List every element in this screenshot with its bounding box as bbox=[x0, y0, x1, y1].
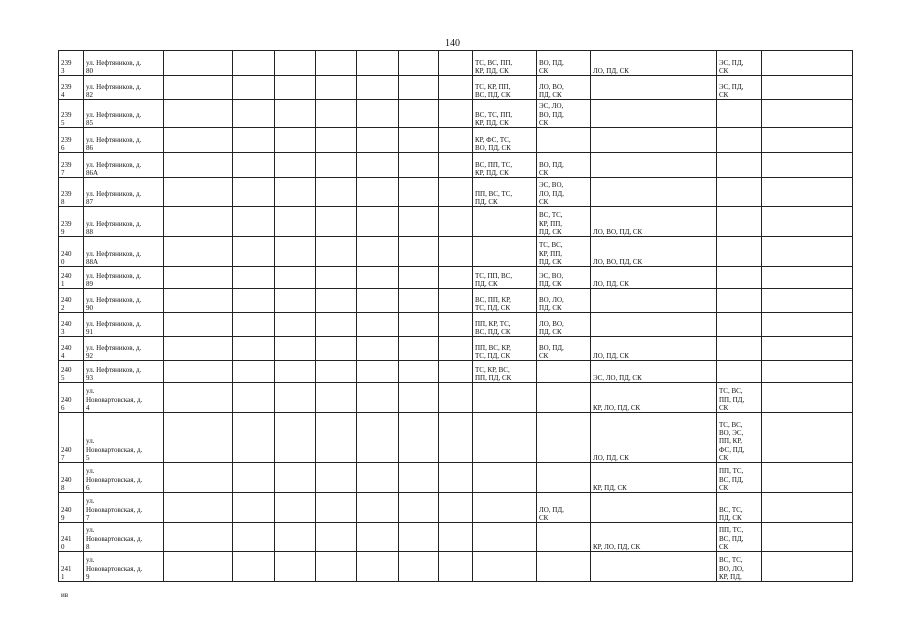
empty-cell bbox=[164, 51, 233, 76]
empty-cell bbox=[357, 128, 399, 153]
empty-cell bbox=[316, 361, 357, 383]
empty-cell bbox=[233, 463, 275, 493]
codes-cell-c bbox=[591, 289, 717, 313]
empty-cell bbox=[275, 76, 316, 100]
codes-cell-c bbox=[591, 128, 717, 153]
empty-cell bbox=[233, 51, 275, 76]
codes-cell-d bbox=[717, 361, 762, 383]
codes-cell-b: ВС, ТС, КР, ПП, ПД, СК bbox=[537, 207, 591, 237]
empty-cell bbox=[316, 523, 357, 552]
empty-cell bbox=[439, 237, 473, 267]
codes-cell-a: ТС, ПП, ВС, ПД, СК bbox=[473, 267, 537, 289]
empty-cell bbox=[275, 207, 316, 237]
row-number-cell: 239 9 bbox=[59, 207, 84, 237]
empty-cell bbox=[233, 128, 275, 153]
codes-cell-b: ВО, ЛО, ПД, СК bbox=[537, 289, 591, 313]
row-number-cell: 240 8 bbox=[59, 463, 84, 493]
empty-cell bbox=[762, 523, 853, 552]
empty-cell bbox=[762, 413, 853, 463]
codes-cell-c bbox=[591, 493, 717, 523]
codes-cell-d bbox=[717, 178, 762, 207]
empty-cell bbox=[357, 178, 399, 207]
empty-cell bbox=[762, 493, 853, 523]
empty-cell bbox=[164, 76, 233, 100]
empty-cell bbox=[399, 237, 439, 267]
row-number-cell: 239 4 bbox=[59, 76, 84, 100]
address-cell: ул. Нефтяников, д. 87 bbox=[84, 178, 164, 207]
empty-cell bbox=[164, 207, 233, 237]
empty-cell bbox=[233, 493, 275, 523]
codes-cell-c: ЛО, ПД, СК bbox=[591, 51, 717, 76]
row-number-cell: 239 6 bbox=[59, 128, 84, 153]
codes-cell-b: ЛО, ВО, ПД, СК bbox=[537, 76, 591, 100]
codes-cell-d bbox=[717, 207, 762, 237]
row-number-cell: 239 5 bbox=[59, 100, 84, 128]
address-cell: ул. Нефтяников, д. 86А bbox=[84, 153, 164, 178]
row-number-cell: 240 7 bbox=[59, 413, 84, 463]
codes-cell-b: ВО, ПД, СК bbox=[537, 153, 591, 178]
codes-cell-a: ТС, КР, ВС, ПП, ПД, СК bbox=[473, 361, 537, 383]
empty-cell bbox=[357, 552, 399, 582]
empty-cell bbox=[357, 523, 399, 552]
empty-cell bbox=[357, 493, 399, 523]
empty-cell bbox=[399, 76, 439, 100]
empty-cell bbox=[164, 153, 233, 178]
codes-cell-a: ПП, КР, ТС, ВС, ПД, СК bbox=[473, 313, 537, 337]
empty-cell bbox=[233, 237, 275, 267]
footer-text: ив bbox=[61, 591, 69, 599]
empty-cell bbox=[762, 383, 853, 413]
table-row bbox=[59, 361, 853, 383]
empty-cell bbox=[439, 361, 473, 383]
empty-cell bbox=[275, 313, 316, 337]
empty-cell bbox=[762, 289, 853, 313]
address-cell: ул. Нововартовская, д. 7 bbox=[84, 493, 164, 523]
empty-cell bbox=[275, 237, 316, 267]
empty-cell bbox=[357, 383, 399, 413]
empty-cell bbox=[357, 413, 399, 463]
codes-cell-d: ТС, ВС, ПП, ПД, СК bbox=[717, 383, 762, 413]
empty-cell bbox=[275, 383, 316, 413]
empty-cell bbox=[164, 463, 233, 493]
codes-cell-c: КР, ЛО, ПД, СК bbox=[591, 523, 717, 552]
address-cell: ул. Нефтяников, д. 80 bbox=[84, 51, 164, 76]
codes-cell-b bbox=[537, 361, 591, 383]
empty-cell bbox=[275, 178, 316, 207]
empty-cell bbox=[439, 413, 473, 463]
empty-cell bbox=[275, 493, 316, 523]
codes-cell-d bbox=[717, 153, 762, 178]
empty-cell bbox=[762, 207, 853, 237]
address-cell: ул. Нововартовская, д. 9 bbox=[84, 552, 164, 582]
empty-cell bbox=[316, 552, 357, 582]
empty-cell bbox=[275, 337, 316, 361]
codes-cell-d: ЭС, ПД, СК bbox=[717, 51, 762, 76]
empty-cell bbox=[316, 178, 357, 207]
empty-cell bbox=[164, 337, 233, 361]
table-row bbox=[59, 76, 853, 100]
address-cell: ул. Нефтяников, д. 92 bbox=[84, 337, 164, 361]
empty-cell bbox=[439, 100, 473, 128]
empty-cell bbox=[316, 267, 357, 289]
empty-cell bbox=[316, 153, 357, 178]
empty-cell bbox=[399, 289, 439, 313]
table-row bbox=[59, 100, 853, 128]
codes-cell-d bbox=[717, 313, 762, 337]
empty-cell bbox=[762, 128, 853, 153]
empty-cell bbox=[399, 313, 439, 337]
empty-cell bbox=[316, 76, 357, 100]
table-row bbox=[59, 383, 853, 413]
row-number-cell: 240 6 bbox=[59, 383, 84, 413]
empty-cell bbox=[439, 523, 473, 552]
codes-cell-c bbox=[591, 313, 717, 337]
codes-cell-c bbox=[591, 100, 717, 128]
empty-cell bbox=[275, 153, 316, 178]
empty-cell bbox=[357, 76, 399, 100]
table-row bbox=[59, 493, 853, 523]
empty-cell bbox=[762, 51, 853, 76]
row-number-cell: 240 0 bbox=[59, 237, 84, 267]
empty-cell bbox=[233, 552, 275, 582]
empty-cell bbox=[233, 523, 275, 552]
codes-cell-b: ВО, ПД, СК bbox=[537, 51, 591, 76]
empty-cell bbox=[164, 313, 233, 337]
codes-cell-b: ЛО, ПД, СК bbox=[537, 493, 591, 523]
empty-cell bbox=[233, 207, 275, 237]
table-row bbox=[59, 128, 853, 153]
empty-cell bbox=[399, 361, 439, 383]
table-row bbox=[59, 178, 853, 207]
empty-cell bbox=[233, 153, 275, 178]
codes-cell-d: ЭС, ПД, СК bbox=[717, 76, 762, 100]
codes-cell-a bbox=[473, 523, 537, 552]
empty-cell bbox=[357, 100, 399, 128]
table-row bbox=[59, 237, 853, 267]
empty-cell bbox=[316, 289, 357, 313]
codes-cell-b: ТС, ВС, КР, ПП, ПД, СК bbox=[537, 237, 591, 267]
table-row bbox=[59, 313, 853, 337]
row-number-cell: 239 7 bbox=[59, 153, 84, 178]
empty-cell bbox=[399, 552, 439, 582]
row-number-cell: 240 3 bbox=[59, 313, 84, 337]
address-cell: ул. Нововартовская, д. 6 bbox=[84, 463, 164, 493]
empty-cell bbox=[399, 523, 439, 552]
table-row bbox=[59, 267, 853, 289]
codes-cell-c: КР, ЛО, ПД, СК bbox=[591, 383, 717, 413]
empty-cell bbox=[316, 493, 357, 523]
address-cell: ул. Нефтяников, д. 85 bbox=[84, 100, 164, 128]
empty-cell bbox=[316, 237, 357, 267]
empty-cell bbox=[316, 413, 357, 463]
address-cell: ул. Нефтяников, д. 93 bbox=[84, 361, 164, 383]
empty-cell bbox=[399, 153, 439, 178]
empty-cell bbox=[762, 153, 853, 178]
empty-cell bbox=[164, 552, 233, 582]
empty-cell bbox=[439, 128, 473, 153]
inspection-table bbox=[58, 50, 853, 582]
empty-cell bbox=[399, 178, 439, 207]
codes-cell-b: ЭС, ЛО, ВО, ПД, СК bbox=[537, 100, 591, 128]
table-row bbox=[59, 552, 853, 582]
table-row bbox=[59, 153, 853, 178]
empty-cell bbox=[762, 237, 853, 267]
address-cell: ул. Нововартовская, д. 5 bbox=[84, 413, 164, 463]
codes-cell-b: ЛО, ВО, ПД, СК bbox=[537, 313, 591, 337]
codes-cell-d bbox=[717, 337, 762, 361]
table-row bbox=[59, 51, 853, 76]
empty-cell bbox=[233, 267, 275, 289]
empty-cell bbox=[164, 289, 233, 313]
codes-cell-d bbox=[717, 100, 762, 128]
codes-cell-b bbox=[537, 383, 591, 413]
codes-cell-d bbox=[717, 267, 762, 289]
empty-cell bbox=[439, 463, 473, 493]
codes-cell-c bbox=[591, 552, 717, 582]
codes-cell-d bbox=[717, 289, 762, 313]
empty-cell bbox=[439, 207, 473, 237]
address-cell: ул. Нефтяников, д. 86 bbox=[84, 128, 164, 153]
empty-cell bbox=[164, 128, 233, 153]
codes-cell-d: ВС, ТС, ПД, СК bbox=[717, 493, 762, 523]
empty-cell bbox=[164, 361, 233, 383]
empty-cell bbox=[164, 178, 233, 207]
empty-cell bbox=[357, 237, 399, 267]
row-number-cell: 239 3 bbox=[59, 51, 84, 76]
empty-cell bbox=[275, 100, 316, 128]
codes-cell-c: ЛО, ПД, СК bbox=[591, 267, 717, 289]
empty-cell bbox=[316, 51, 357, 76]
codes-cell-d: ПП, ТС, ВС, ПД, СК bbox=[717, 463, 762, 493]
empty-cell bbox=[233, 313, 275, 337]
empty-cell bbox=[399, 267, 439, 289]
empty-cell bbox=[357, 313, 399, 337]
empty-cell bbox=[357, 267, 399, 289]
empty-cell bbox=[316, 383, 357, 413]
codes-cell-b bbox=[537, 128, 591, 153]
row-number-cell: 239 8 bbox=[59, 178, 84, 207]
address-cell: ул. Нефтяников, д. 89 bbox=[84, 267, 164, 289]
table-row bbox=[59, 289, 853, 313]
codes-cell-d bbox=[717, 128, 762, 153]
codes-cell-d bbox=[717, 237, 762, 267]
empty-cell bbox=[316, 207, 357, 237]
table-row bbox=[59, 337, 853, 361]
empty-cell bbox=[275, 463, 316, 493]
codes-cell-a bbox=[473, 463, 537, 493]
row-number-cell: 241 0 bbox=[59, 523, 84, 552]
codes-cell-b: ВО, ПД, СК bbox=[537, 337, 591, 361]
row-number-cell: 240 9 bbox=[59, 493, 84, 523]
empty-cell bbox=[275, 523, 316, 552]
codes-cell-c: ЛО, ВО, ПД, СК bbox=[591, 237, 717, 267]
codes-cell-a bbox=[473, 552, 537, 582]
empty-cell bbox=[164, 493, 233, 523]
empty-cell bbox=[762, 76, 853, 100]
row-number-cell: 240 2 bbox=[59, 289, 84, 313]
empty-cell bbox=[164, 413, 233, 463]
codes-cell-a bbox=[473, 207, 537, 237]
codes-cell-c bbox=[591, 153, 717, 178]
empty-cell bbox=[399, 463, 439, 493]
codes-cell-c: ЛО, ПД, СК bbox=[591, 413, 717, 463]
codes-cell-a: КР, ФС, ТС, ВО, ПД, СК bbox=[473, 128, 537, 153]
codes-cell-a: ТС, КР, ПП, ВС, ПД, СК bbox=[473, 76, 537, 100]
codes-cell-a bbox=[473, 237, 537, 267]
empty-cell bbox=[439, 337, 473, 361]
empty-cell bbox=[439, 178, 473, 207]
empty-cell bbox=[316, 337, 357, 361]
empty-cell bbox=[316, 128, 357, 153]
codes-cell-a: ВС, ТС, ПП, КР, ПД, СК bbox=[473, 100, 537, 128]
empty-cell bbox=[275, 552, 316, 582]
empty-cell bbox=[164, 267, 233, 289]
empty-cell bbox=[233, 100, 275, 128]
empty-cell bbox=[399, 100, 439, 128]
empty-cell bbox=[357, 207, 399, 237]
table-row bbox=[59, 523, 853, 552]
empty-cell bbox=[164, 100, 233, 128]
address-cell: ул. Нововартовская, д. 4 bbox=[84, 383, 164, 413]
empty-cell bbox=[439, 76, 473, 100]
codes-cell-d: ВС, ТС, ВО, ЛО, КР, ПД, bbox=[717, 552, 762, 582]
empty-cell bbox=[357, 463, 399, 493]
codes-cell-b bbox=[537, 413, 591, 463]
row-number-cell: 241 1 bbox=[59, 552, 84, 582]
empty-cell bbox=[439, 493, 473, 523]
empty-cell bbox=[439, 267, 473, 289]
empty-cell bbox=[357, 153, 399, 178]
codes-cell-a bbox=[473, 493, 537, 523]
empty-cell bbox=[439, 552, 473, 582]
empty-cell bbox=[439, 51, 473, 76]
empty-cell bbox=[399, 207, 439, 237]
codes-cell-a bbox=[473, 413, 537, 463]
empty-cell bbox=[275, 128, 316, 153]
table-row bbox=[59, 207, 853, 237]
row-number-cell: 240 4 bbox=[59, 337, 84, 361]
empty-cell bbox=[762, 337, 853, 361]
empty-cell bbox=[439, 313, 473, 337]
empty-cell bbox=[316, 313, 357, 337]
empty-cell bbox=[233, 361, 275, 383]
empty-cell bbox=[762, 267, 853, 289]
empty-cell bbox=[399, 413, 439, 463]
empty-cell bbox=[233, 383, 275, 413]
codes-cell-b: ЭС, ВО, ЛО, ПД, СК bbox=[537, 178, 591, 207]
codes-cell-a: ТС, ВС, ПП, КР, ПД, СК bbox=[473, 51, 537, 76]
empty-cell bbox=[357, 361, 399, 383]
empty-cell bbox=[439, 383, 473, 413]
empty-cell bbox=[275, 361, 316, 383]
empty-cell bbox=[316, 100, 357, 128]
codes-cell-b bbox=[537, 463, 591, 493]
codes-cell-c: ЭС, ЛО, ПД, СК bbox=[591, 361, 717, 383]
empty-cell bbox=[439, 289, 473, 313]
address-cell: ул. Нефтяников, д. 88 bbox=[84, 207, 164, 237]
empty-cell bbox=[275, 51, 316, 76]
row-number-cell: 240 1 bbox=[59, 267, 84, 289]
empty-cell bbox=[762, 100, 853, 128]
empty-cell bbox=[762, 313, 853, 337]
empty-cell bbox=[399, 128, 439, 153]
codes-cell-c: КР, ПД, СК bbox=[591, 463, 717, 493]
empty-cell bbox=[164, 523, 233, 552]
codes-cell-c bbox=[591, 76, 717, 100]
address-cell: ул. Нововартовская, д. 8 bbox=[84, 523, 164, 552]
codes-cell-a: ПП, ВС, КР, ТС, ПД, СК bbox=[473, 337, 537, 361]
empty-cell bbox=[357, 51, 399, 76]
empty-cell bbox=[233, 337, 275, 361]
empty-cell bbox=[164, 383, 233, 413]
empty-cell bbox=[399, 51, 439, 76]
empty-cell bbox=[399, 383, 439, 413]
codes-cell-a: ВС, ПП, КР, ТС, ПД, СК bbox=[473, 289, 537, 313]
empty-cell bbox=[275, 289, 316, 313]
empty-cell bbox=[399, 337, 439, 361]
row-number-cell: 240 5 bbox=[59, 361, 84, 383]
empty-cell bbox=[357, 337, 399, 361]
codes-cell-b: ЭС, ВО, ПД, СК bbox=[537, 267, 591, 289]
codes-cell-a bbox=[473, 383, 537, 413]
empty-cell bbox=[762, 463, 853, 493]
codes-cell-b bbox=[537, 552, 591, 582]
page-number: 140 bbox=[445, 38, 460, 49]
empty-cell bbox=[275, 267, 316, 289]
empty-cell bbox=[316, 463, 357, 493]
empty-cell bbox=[233, 76, 275, 100]
codes-cell-a: ВС, ПП, ТС, КР, ПД, СК bbox=[473, 153, 537, 178]
empty-cell bbox=[762, 361, 853, 383]
empty-cell bbox=[399, 493, 439, 523]
empty-cell bbox=[357, 289, 399, 313]
codes-cell-d: ТС, ВС, ВО, ЭС, ПП, КР, ФС, ПД, СК bbox=[717, 413, 762, 463]
address-cell: ул. Нефтяников, д. 82 bbox=[84, 76, 164, 100]
empty-cell bbox=[762, 178, 853, 207]
codes-cell-b bbox=[537, 523, 591, 552]
empty-cell bbox=[233, 178, 275, 207]
address-cell: ул. Нефтяников, д. 90 bbox=[84, 289, 164, 313]
address-cell: ул. Нефтяников, д. 91 bbox=[84, 313, 164, 337]
empty-cell bbox=[233, 289, 275, 313]
table-row bbox=[59, 463, 853, 493]
empty-cell bbox=[275, 413, 316, 463]
table-row bbox=[59, 413, 853, 463]
address-cell: ул. Нефтяников, д. 88А bbox=[84, 237, 164, 267]
codes-cell-c bbox=[591, 178, 717, 207]
codes-cell-c: ЛО, ПД, СК bbox=[591, 337, 717, 361]
empty-cell bbox=[439, 153, 473, 178]
codes-cell-a: ПП, ВС, ТС, ПД, СК bbox=[473, 178, 537, 207]
codes-cell-c: ЛО, ВО, ПД, СК bbox=[591, 207, 717, 237]
empty-cell bbox=[762, 552, 853, 582]
codes-cell-d: ПП, ТС, ВС, ПД, СК bbox=[717, 523, 762, 552]
empty-cell bbox=[233, 413, 275, 463]
empty-cell bbox=[164, 237, 233, 267]
